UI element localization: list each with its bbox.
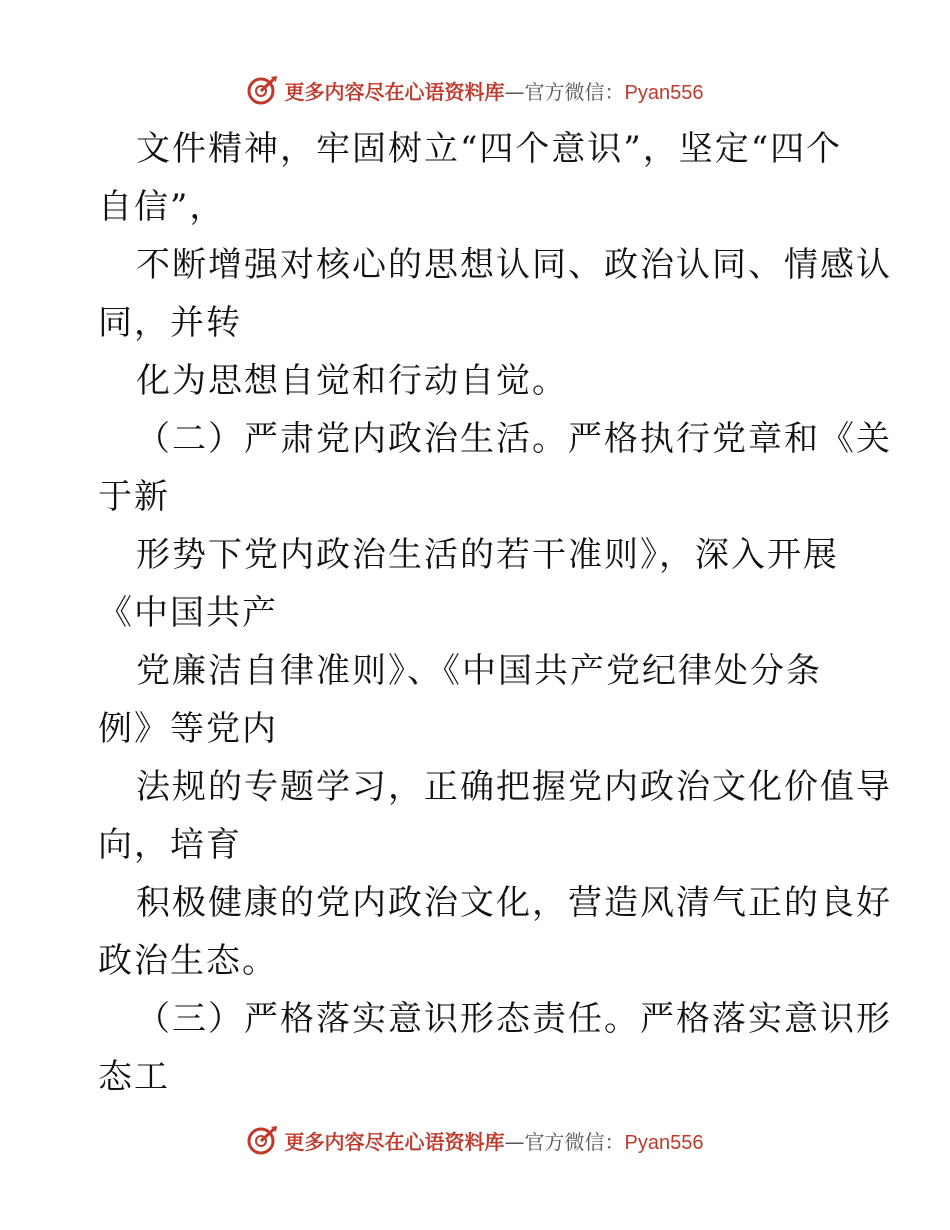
- text-line: 党廉洁自律准则》、《中国共产党纪律处分条: [136, 651, 822, 691]
- text-line: 形势下党内政治生活的若干准则》，深入开展: [136, 535, 839, 575]
- text-line: 政治生态。: [98, 941, 278, 981]
- text-line: （三）严格落实意识形态责任。严格落实意识形: [136, 999, 892, 1039]
- watermark-dash: —: [504, 79, 525, 104]
- text-line: 同，并转: [98, 303, 242, 343]
- watermark-wechat-id: Pyan556: [624, 1131, 704, 1154]
- watermark-wechat-label: 官方微信：: [524, 79, 625, 104]
- text-line: 法规的专题学习，正确把握党内政治文化价值导: [136, 767, 892, 807]
- text-line: 不断增强对核心的思想认同、政治认同、情感认: [136, 245, 892, 285]
- text-line: 例》等党内: [98, 709, 278, 749]
- brand-logo-icon: [247, 1124, 279, 1156]
- watermark-brand: 更多内容尽在心语资料库: [284, 79, 505, 104]
- document-body: [98, 120, 892, 1106]
- footer-watermark: [0, 1120, 950, 1160]
- watermark-text: [285, 76, 704, 105]
- text-line: 自信”，: [98, 187, 226, 227]
- text-line: 化为思想自觉和行动自觉。: [136, 361, 568, 401]
- text-line: 向，培育: [98, 825, 242, 865]
- watermark-dash: —: [504, 1129, 525, 1154]
- watermark-text: [285, 1126, 704, 1155]
- watermark-wechat-label: 官方微信：: [524, 1129, 625, 1154]
- text-line: 于新: [98, 477, 170, 517]
- brand-logo-icon: [247, 74, 279, 106]
- header-watermark: [0, 70, 950, 110]
- text-line: 积极健康的党内政治文化，营造风清气正的良好: [136, 883, 892, 923]
- text-line: 文件精神，牢固树立“四个意识”，坚定“四个: [136, 129, 843, 169]
- text-line: 态工: [98, 1057, 170, 1097]
- watermark-wechat-id: Pyan556: [624, 81, 704, 104]
- text-line: （二）严肃党内政治生活。严格执行党章和《关: [136, 419, 892, 459]
- text-line: 《中国共产: [98, 593, 278, 633]
- watermark-brand: 更多内容尽在心语资料库: [284, 1129, 505, 1154]
